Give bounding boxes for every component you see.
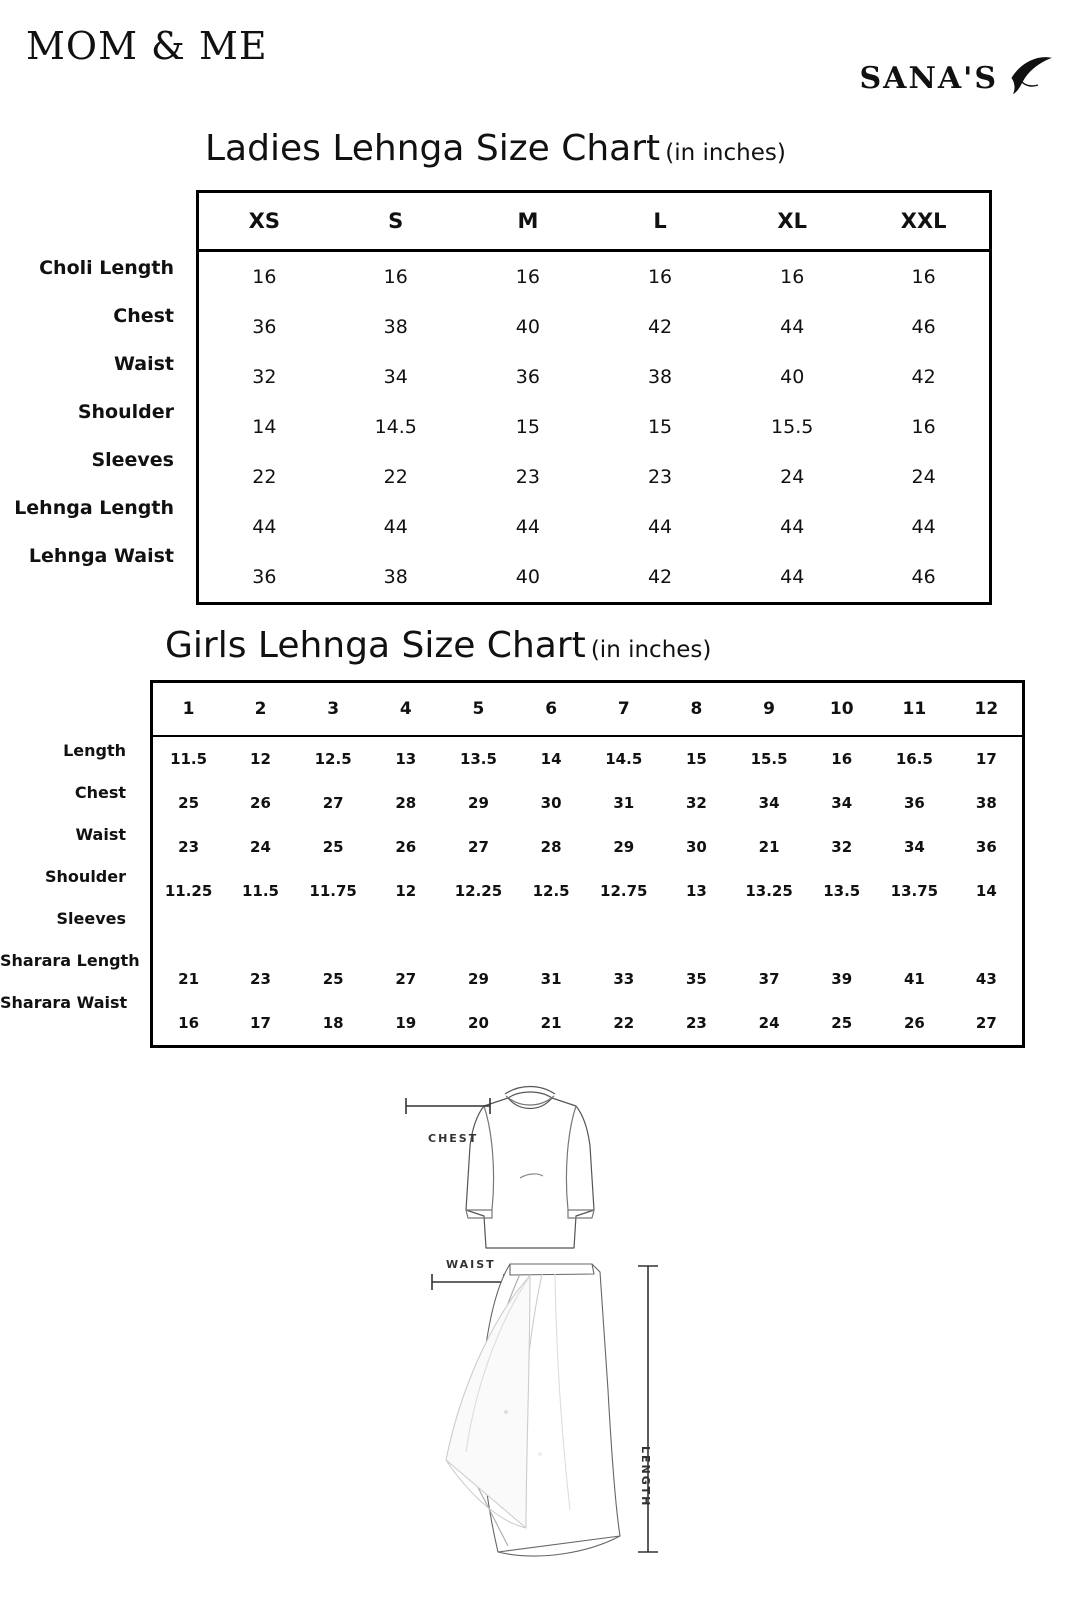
girls-cell: 12.5: [314, 750, 352, 768]
girls-cell: 27: [395, 970, 417, 988]
girls-cell: 27: [975, 1014, 997, 1032]
ladies-row-label: Waist: [113, 353, 174, 375]
ladies-row-label: Shoulder: [77, 401, 174, 423]
girls-cell: 14: [540, 750, 562, 768]
girls-cell: 25: [322, 970, 344, 988]
ladies-cell: 36: [515, 366, 540, 388]
girls-cell: 23: [685, 1014, 707, 1032]
ladies-cell: 44: [383, 516, 408, 538]
girls-header-row: [152, 682, 1024, 737]
ladies-cell: 46: [911, 566, 936, 588]
girls-cell: 29: [468, 970, 489, 988]
ladies-cell: 15: [647, 416, 673, 438]
girls-cell: 15.5: [750, 750, 788, 768]
ladies-cell: 16: [911, 416, 936, 438]
chest-label: CHEST: [428, 1132, 479, 1145]
ladies-cell: 42: [647, 316, 673, 338]
girls-cell: 36: [975, 838, 997, 856]
girls-cell: [951, 913, 1024, 957]
girls-cell: 14: [975, 882, 997, 900]
ladies-column-header: M: [462, 192, 594, 251]
girls-cell: 15: [685, 750, 707, 768]
ladies-cell: 40: [515, 566, 540, 588]
girls-cell: 13: [685, 882, 707, 900]
girls-row-label: Length: [63, 741, 126, 760]
ladies-cell: 16: [911, 266, 936, 288]
brand-mom-and-me: MOM & ME: [26, 24, 268, 68]
table-row: [198, 402, 991, 452]
table-row: [198, 552, 991, 604]
ladies-cell: 38: [383, 566, 408, 588]
chest-measure-line: [406, 1098, 490, 1114]
ladies-row-label: Sleeves: [91, 449, 174, 471]
girls-cell: 31: [613, 794, 635, 812]
ladies-cell: 40: [515, 316, 540, 338]
ladies-cell: 44: [780, 516, 805, 538]
girls-cell: 41: [903, 970, 925, 988]
girls-column-header: 12: [951, 682, 1024, 737]
girls-cell: [224, 913, 297, 957]
ladies-row-label: Lehnga Length: [14, 497, 174, 519]
ladies-cell: 40: [780, 366, 805, 388]
ladies-cell: 22: [252, 466, 277, 488]
ladies-column-header: S: [330, 192, 462, 251]
girls-cell: 23: [250, 970, 271, 988]
girls-cell: 27: [322, 794, 344, 812]
girls-cell: 28: [540, 838, 562, 856]
waist-measure-line: [432, 1274, 504, 1290]
girls-cell: 21: [178, 970, 200, 988]
ladies-cell: 44: [252, 516, 277, 538]
table-row: [198, 302, 991, 352]
girls-cell: 35: [685, 970, 707, 988]
girls-row-label: Sharara Length: [0, 951, 140, 970]
girls-cell: 17: [250, 1014, 271, 1032]
girls-cell: [878, 913, 951, 957]
ladies-chart-title: [205, 128, 786, 169]
ladies-cell: 16: [515, 266, 540, 288]
ladies-chart-title-main: Ladies Lehnga Size Chart: [205, 128, 661, 169]
page-header: [0, 18, 1080, 98]
girls-column-header: 2: [224, 682, 297, 737]
girls-column-header: 10: [805, 682, 878, 737]
ladies-cell: 24: [780, 466, 805, 488]
ladies-column-header: XXL: [858, 192, 990, 251]
table-row: [152, 913, 1024, 957]
girls-cell: 20: [468, 1014, 489, 1032]
girls-cell: 12: [395, 882, 417, 900]
ladies-cell: 44: [780, 316, 805, 338]
girls-cell: [733, 913, 806, 957]
girls-cell: 43: [975, 970, 997, 988]
girls-cell: 12.25: [454, 882, 503, 900]
ladies-cell: 15.5: [771, 416, 814, 438]
ladies-cell: 23: [647, 466, 673, 488]
table-row: [152, 825, 1024, 869]
ladies-cell: 46: [911, 316, 936, 338]
girls-cell: 30: [540, 794, 562, 812]
girls-cell: 16.5: [895, 750, 933, 768]
girls-cell: 31: [540, 970, 562, 988]
girls-cell: 12.5: [532, 882, 570, 900]
girls-cell: 13.5: [459, 750, 497, 768]
ladies-cell: 44: [911, 516, 936, 538]
girls-chart-title: [165, 625, 711, 666]
girls-cell: 11.5: [241, 882, 279, 900]
ladies-cell: 14: [252, 416, 277, 438]
table-row: [198, 452, 991, 502]
ladies-cell: 44: [780, 566, 805, 588]
ladies-cell: 16: [780, 266, 805, 288]
girls-cell: 38: [975, 794, 997, 812]
table-row: [152, 736, 1024, 781]
ladies-cell: 34: [383, 366, 408, 388]
girls-cell: [587, 913, 660, 957]
girls-chart-title-main: Girls Lehnga Size Chart: [165, 625, 586, 666]
girls-cell: 36: [903, 794, 925, 812]
ladies-row-label: Chest: [113, 305, 174, 327]
girls-cell: 25: [178, 794, 200, 812]
girls-row-label: Waist: [75, 825, 126, 844]
length-label: LENGTH: [639, 1446, 652, 1508]
ladies-column-header: XS: [198, 192, 330, 251]
ladies-cell: 42: [911, 366, 936, 388]
waist-label: WAIST: [446, 1258, 496, 1271]
ribbon-icon: [1008, 52, 1052, 96]
table-row: [152, 869, 1024, 913]
table-row: [152, 1001, 1024, 1047]
girls-chart-title-units: (in inches): [590, 637, 712, 663]
girls-cell: 25: [322, 838, 344, 856]
ladies-cell: 16: [647, 266, 673, 288]
girls-cell: 34: [831, 794, 853, 812]
girls-column-header: 8: [660, 682, 733, 737]
ladies-row-label: Lehnga Waist: [28, 545, 174, 567]
girls-cell: 21: [758, 838, 780, 856]
girls-cell: [297, 913, 370, 957]
girls-cell: 26: [903, 1014, 925, 1032]
lehnga-skirt-line-drawing: [446, 1264, 620, 1556]
girls-row-label: Chest: [74, 783, 126, 802]
girls-cell: 16: [831, 750, 853, 768]
girls-cell: 16: [178, 1014, 200, 1032]
girls-cell: 28: [395, 794, 417, 812]
girls-cell: 12.75: [600, 882, 648, 900]
girls-cell: 26: [395, 838, 417, 856]
girls-cell: 30: [685, 838, 707, 856]
ladies-cell: 16: [252, 266, 277, 288]
girls-cell: 34: [903, 838, 925, 856]
girls-cell: 29: [468, 794, 489, 812]
girls-cell: [515, 913, 588, 957]
ladies-chart-title-units: (in inches): [665, 140, 786, 166]
girls-cell: 11.75: [309, 882, 357, 900]
girls-cell: 39: [831, 970, 853, 988]
girls-table-body: [152, 736, 1024, 1047]
girls-cell: 11.25: [164, 882, 213, 900]
girls-cell: 13.5: [823, 882, 861, 900]
girls-column-header: 9: [733, 682, 806, 737]
girls-cell: [369, 913, 442, 957]
girls-cell: [442, 913, 515, 957]
girls-cell: 13.25: [745, 882, 793, 900]
ladies-cell: 23: [515, 466, 540, 488]
girls-column-header: 5: [442, 682, 515, 737]
ladies-table-body: [198, 251, 991, 604]
ladies-cell: 38: [383, 316, 408, 338]
girls-cell: [660, 913, 733, 957]
girls-row-label: Sharara Waist: [0, 993, 128, 1012]
ladies-cell: 44: [515, 516, 540, 538]
ladies-size-table: [196, 190, 992, 605]
table-row: [152, 957, 1024, 1001]
ladies-row-labels: [0, 244, 190, 580]
blouse-line-drawing: [466, 1087, 594, 1249]
girls-row-labels: [0, 730, 142, 1024]
ladies-cell: 24: [911, 466, 936, 488]
girls-cell: 34: [758, 794, 780, 812]
girls-cell: 12: [250, 750, 271, 768]
girls-size-table: [150, 680, 1025, 1048]
ladies-cell: 36: [252, 316, 277, 338]
girls-cell: 14.5: [605, 750, 643, 768]
girls-row-label: Shoulder: [45, 867, 126, 886]
girls-cell: 32: [685, 794, 707, 812]
ladies-cell: 36: [252, 566, 277, 588]
girls-cell: 37: [758, 970, 780, 988]
girls-cell: 27: [468, 838, 489, 856]
table-row: [152, 781, 1024, 825]
ladies-cell: 42: [647, 566, 673, 588]
ladies-cell: 15: [515, 416, 540, 438]
girls-column-header: 11: [878, 682, 951, 737]
girls-cell: [805, 913, 878, 957]
girls-column-header: 4: [369, 682, 442, 737]
ladies-cell: 16: [383, 266, 408, 288]
ladies-cell: 38: [647, 366, 673, 388]
girls-cell: 22: [613, 1014, 635, 1032]
ladies-cell: 32: [252, 366, 277, 388]
girls-cell: 23: [178, 838, 200, 856]
girls-cell: 18: [322, 1014, 344, 1032]
brand-sanas: [860, 56, 1053, 100]
ladies-column-header: L: [594, 192, 726, 251]
girls-cell: 13.75: [890, 882, 939, 900]
ladies-header-row: [198, 192, 991, 251]
table-row: [198, 502, 991, 552]
ladies-cell: 44: [647, 516, 673, 538]
girls-cell: 24: [758, 1014, 780, 1032]
girls-column-header: 7: [587, 682, 660, 737]
girls-cell: 11.5: [170, 750, 208, 768]
girls-column-header: 6: [515, 682, 588, 737]
girls-cell: 13: [395, 750, 417, 768]
girls-cell: 21: [540, 1014, 562, 1032]
girls-column-header: 1: [152, 682, 225, 737]
girls-row-label: Sleeves: [56, 909, 126, 928]
girls-cell: [152, 913, 225, 957]
girls-cell: 26: [250, 794, 271, 812]
measurement-illustration: [380, 1060, 710, 1600]
girls-cell: 17: [975, 750, 997, 768]
ladies-cell: 22: [383, 466, 408, 488]
girls-cell: 33: [613, 970, 635, 988]
length-measure-line: [638, 1266, 658, 1552]
table-row: [198, 251, 991, 303]
girls-column-header: 3: [297, 682, 370, 737]
girls-cell: 24: [250, 838, 271, 856]
girls-cell: 29: [613, 838, 635, 856]
girls-cell: 32: [831, 838, 853, 856]
table-row: [198, 352, 991, 402]
girls-cell: 19: [395, 1014, 417, 1032]
girls-cell: 25: [831, 1014, 853, 1032]
ladies-cell: 14.5: [374, 416, 417, 438]
brand-sanas-text: SANA'S: [859, 60, 998, 96]
ladies-column-header: XL: [726, 192, 858, 251]
ladies-row-label: Choli Length: [39, 257, 174, 279]
